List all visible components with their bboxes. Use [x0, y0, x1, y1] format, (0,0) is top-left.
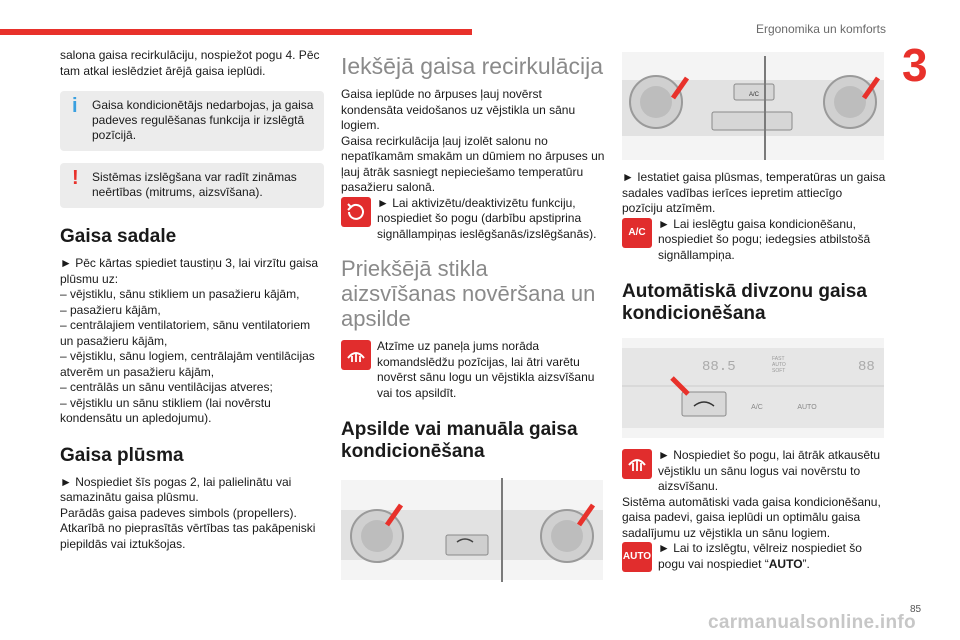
temp-instruction: ► Iestatiet gaisa plūsmas, temperatūras un gaisa sadales vadības ierīces iepretim attiecīgo pozīciju atzīmēm. — [622, 170, 886, 215]
watermark: carmanualsonline.info — [708, 612, 916, 633]
defrost-instruction — [622, 448, 886, 495]
warning-icon: ! — [72, 167, 79, 189]
display-right-digits: 88 — [858, 359, 875, 375]
recirc-instruction-text: ► Lai aktivizētu/deaktivizētu funkciju, nospiediet šo pogu (darbību apstiprina signāllampiņas ieslēgšanās/izslēgšanās). — [377, 195, 597, 241]
auto-instruction — [622, 541, 886, 573]
recirc-paragraph: Gaisa recirkulācija ļauj izolēt salonu no nepatīkamām smakām un dūmiem no ārpuses un ļauj ātrāk sasniegt nepieciešamo temperatūru pasažieru salonā. — [341, 133, 605, 194]
chapter-number: 3 — [902, 39, 928, 91]
column-middle — [341, 54, 605, 471]
ac-instruction-text: ► Lai ieslēgtu gaisa kondicionēšanu, nospiediet šo pogu; iedegsies atbilstošā signāllampiņa. — [658, 216, 871, 262]
ac-instruction — [622, 217, 886, 264]
heading-air-flow: Gaisa plūsma — [60, 444, 184, 466]
warning-note-text: Sistēmas izslēgšana var radīt zināmas neērtības (mitrums, aizsvīšana). — [92, 170, 297, 199]
auto-panel-figure — [622, 338, 884, 438]
info-note — [60, 91, 324, 151]
display-soft: SOFT — [772, 368, 786, 374]
heading-air-distribution: Gaisa sadale — [60, 226, 177, 247]
sadale-line: – vējstiklu, sānu stikliem un pasažieru kājām, — [60, 287, 300, 301]
auto-instruction-text-c: ”. — [802, 556, 810, 571]
warning-note — [60, 163, 324, 208]
auto-panel-illustration — [622, 338, 884, 438]
panel-ac-label: A/C — [748, 92, 760, 98]
sadale-line: – pasažieru kājām, — [60, 302, 161, 317]
auto-keyword: AUTO — [768, 556, 803, 571]
intro-paragraph: salona gaisa recirkulāciju, nospiežot pogu 4. Pēc tam atkal ieslēdziet ārējā gaisa ieplūdi. — [60, 48, 320, 78]
heading-defog: Priekšējā stikla aizsvīšanas novēršana un apsilde — [341, 256, 596, 331]
auto-paragraph: Sistēma automātiski vada gaisa kondicionēšanu, gaisa padevi, gaisa ieplūdi un optimālu gaisa sadalījumu uz vējstikla un sānu logiem. — [622, 494, 881, 540]
auto-panel-ac-label: A/C — [751, 404, 763, 411]
manual-panel-figure — [341, 480, 603, 580]
column-left — [60, 48, 324, 552]
defrost-instruction-text: ► Nospiediet šo pogu, lai ātrāk atkausētu vējstiklu un sānu logus vai novērstu to aizsvīšanu. — [658, 448, 881, 493]
auto-instruction-text-a: ► Lai to izslēgtu, vēlreiz nospiediet šo pogu vai nospiediet “ — [658, 541, 862, 571]
recirc-instruction — [341, 196, 605, 243]
plusma-line: Parādās gaisa padeves simbols (propellers). — [60, 505, 297, 520]
column-right-lower — [622, 448, 886, 573]
header-accent-bar — [0, 29, 472, 35]
auto-panel-auto-label: AUTO — [797, 404, 817, 411]
plusma-line: ► Nospiediet šīs pogas 2, lai palielinātu vai samazinātu gaisa plūsmu. — [60, 474, 292, 504]
heading-auto-ac: Automātiskā divzonu gaisa kondicionēšana — [622, 281, 867, 324]
display-digits: 88.5 — [702, 359, 736, 375]
recirc-paragraph: Gaisa ieplūde no ārpuses ļauj novērst kondensāta veidošanos uz vējstikla un sānu logiem. — [341, 87, 576, 132]
plusma-line: Atkarībā no pieprasītās vērtības tas pakāpeniski piepildās vai iztukšojas. — [60, 521, 316, 551]
sadale-line: ► Pēc kārtas spiediet taustiņu 3, lai virzītu gaisa plūsmu uz: — [60, 256, 318, 286]
figure-divider — [764, 56, 766, 160]
info-note-text: Gaisa kondicionētājs nedarbojas, ja gaisa padeves regulēšanas funkcija ir izslēgtā pozīcijā. — [92, 98, 314, 142]
ac-button-icon: A/C — [622, 218, 652, 248]
figure-divider — [501, 478, 503, 582]
display-fast: FAST — [772, 356, 785, 362]
max-defrost-icon — [622, 449, 652, 479]
heading-manual-ac: Apsilde vai manuāla gaisa kondicionēšana — [341, 419, 578, 462]
ac-panel-illustration — [622, 52, 884, 160]
page-number: 85 — [910, 604, 922, 615]
defrost-icon — [341, 340, 371, 370]
sadale-line: – centrālās un sānu ventilācijas atveres; — [60, 380, 273, 394]
sadale-line: – vējstiklu, sānu logiem, centrālajām ventilācijas atverēm un pasažieru kājām, — [60, 349, 315, 379]
ac-panel-figure — [622, 52, 884, 160]
manual-panel-illustration — [341, 480, 603, 580]
info-icon: i — [72, 95, 78, 117]
heading-recirculation: Iekšējā gaisa recirkulācija — [341, 53, 604, 79]
sadale-line: – centrālajiem ventilatoriem, sānu ventilatoriem un pasažieru kājām, — [60, 318, 311, 348]
section-title: Ergonomika un komforts — [755, 22, 886, 36]
sadale-line: – vējstiklu un sānu stikliem (lai novērstu kondensātu un apledojumu). — [60, 395, 271, 425]
defog-text: Atzīme uz paneļa jums norāda komandslēdžu pozīcijas, lai ātri varētu novērst sānu logu un vējstikla aizsvīšanu vai tos apsildīt. — [377, 339, 595, 400]
recirculation-icon — [341, 197, 371, 227]
column-right — [622, 170, 886, 333]
auto-button-icon: AUTO — [622, 542, 652, 572]
display-auto: AUTO — [772, 362, 786, 368]
defog-instruction — [341, 339, 605, 401]
